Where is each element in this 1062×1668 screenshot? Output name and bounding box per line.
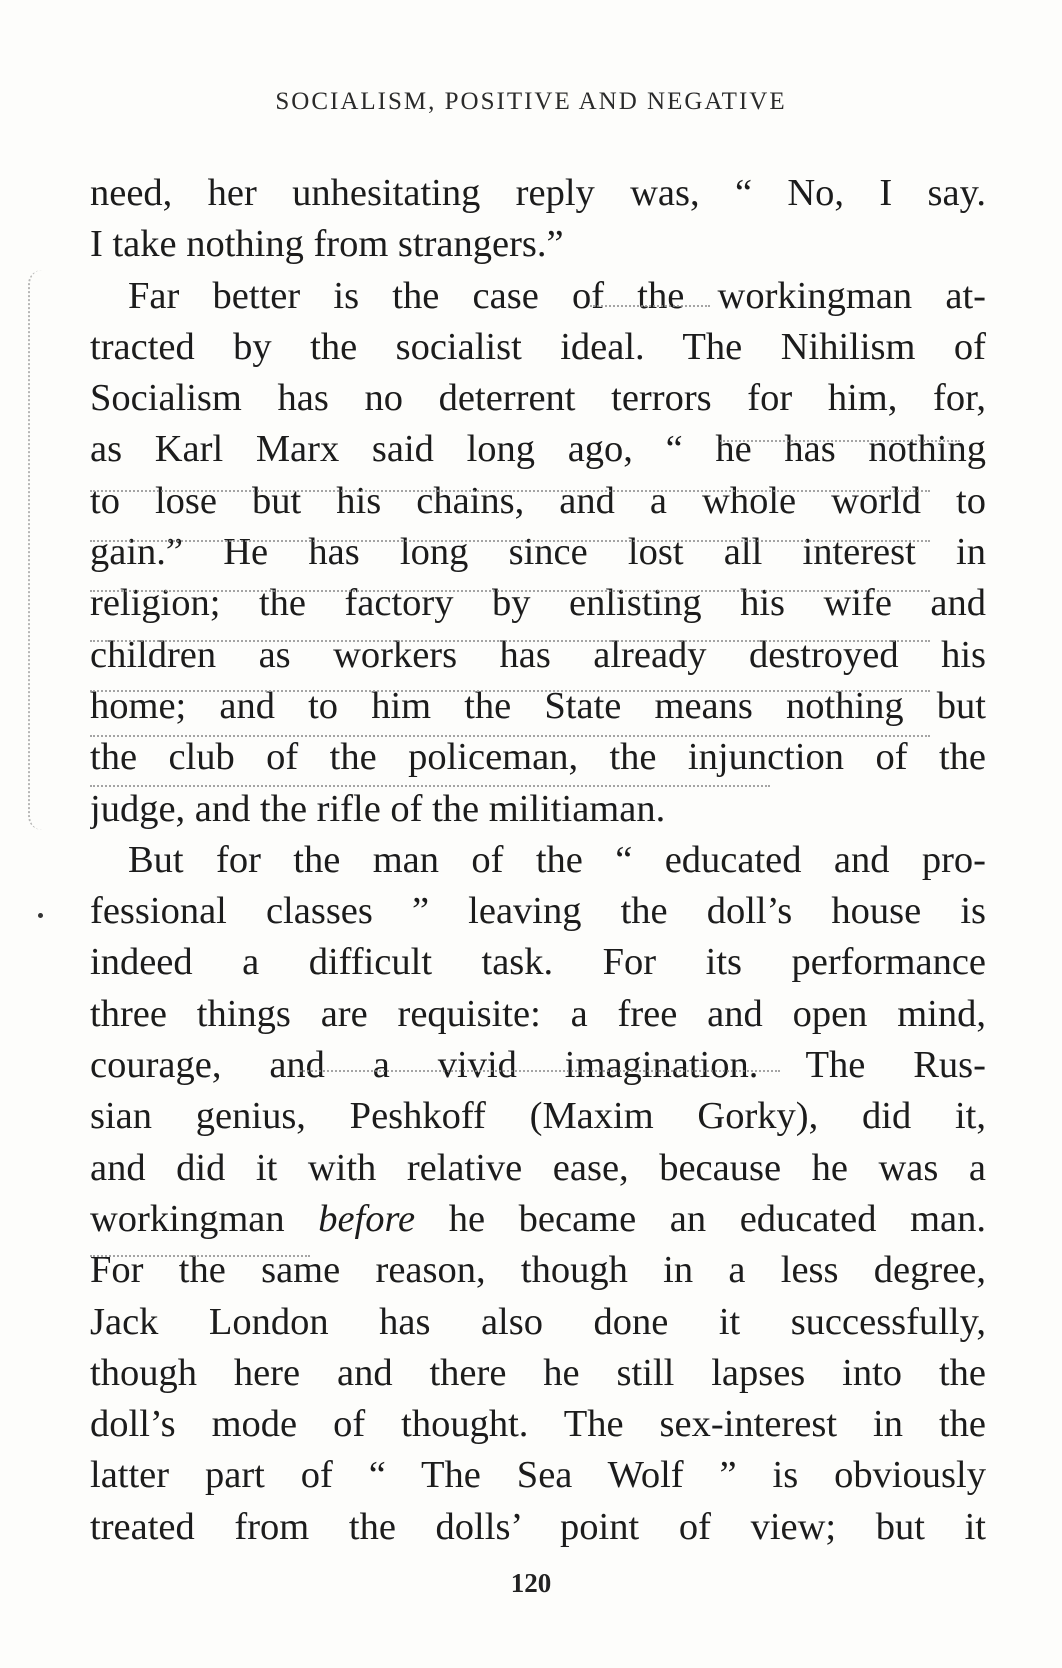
pencil-underline (90, 540, 930, 542)
pencil-underline (590, 305, 710, 307)
text-line: children as workers has already destroyed his (90, 633, 986, 676)
text-line: courage, and a vivid imagination. The Rus- (90, 1044, 986, 1087)
text-line: I take nothing from strangers.” (90, 223, 564, 266)
page-number: 120 (510, 1568, 552, 1598)
text-line: to lose but his chains, and a whole world to (90, 479, 986, 522)
text-line: gain.” He has long since lost all interest in (90, 531, 986, 574)
italic-word: before (318, 1197, 416, 1240)
text-line: For the same reason, though in a less degree, (90, 1249, 986, 1292)
body-text (90, 168, 986, 1553)
text-line (90, 1194, 986, 1245)
text-line: fessional classes ” leaving the doll’s house is (90, 890, 986, 933)
pencil-underline (90, 690, 930, 692)
text-line: treated from the dolls’ point of view; but it (90, 1505, 986, 1548)
running-head: SOCIALISM, POSITIVE AND NEGATIVE (275, 88, 787, 115)
text-line: need, her unhesitating reply was, “ No, I say. (90, 172, 986, 214)
text-line: indeed a difficult task. For its performance (90, 941, 986, 984)
text-line: doll’s mode of thought. The sex-interest in the (90, 1403, 986, 1446)
pencil-underline (720, 440, 960, 442)
text-segment: he became an educated man. (448, 1197, 986, 1240)
margin-pencil-mark (28, 270, 48, 830)
pencil-underline (300, 1070, 780, 1072)
pencil-underline (90, 1255, 310, 1257)
text-line: three things are requisite: a free and open mind, (90, 992, 986, 1035)
text-line: sian genius, Peshkoff (Maxim Gorky), did it, (90, 1095, 986, 1138)
text-line: tracted by the socialist ideal. The Nihilism of (90, 325, 986, 368)
text-line: But for the man of the “ educated and pro- (128, 838, 986, 881)
text-line: and did it with relative ease, because he was a (90, 1146, 986, 1189)
text-line: the club of the policeman, the injunction of the (90, 736, 986, 779)
text-line: Far better is the case of the workingman at- (128, 274, 986, 317)
pencil-underline (90, 735, 930, 737)
text-line: though here and there he still lapses into the (90, 1351, 986, 1394)
text-line: religion; the factory by enlisting his wife and (90, 582, 986, 625)
text-line: Socialism has no deterrent terrors for him, for, (90, 377, 986, 420)
text-line: as Karl Marx said long ago, “ he has nothing (90, 428, 986, 471)
text-line: Jack London has also done it successfully, (90, 1300, 986, 1343)
pencil-underline (90, 590, 930, 592)
margin-dot-mark (38, 913, 43, 918)
text-line: home; and to him the State means nothing but (90, 684, 986, 727)
pencil-underline (90, 490, 930, 492)
pencil-underline (90, 640, 930, 642)
text-segment: workingman (90, 1197, 285, 1240)
text-line: latter part of “ The Sea Wolf ” is obviously (90, 1454, 986, 1497)
text-line: judge, and the rifle of the militiaman. (90, 787, 666, 830)
pencil-underline (90, 785, 770, 787)
